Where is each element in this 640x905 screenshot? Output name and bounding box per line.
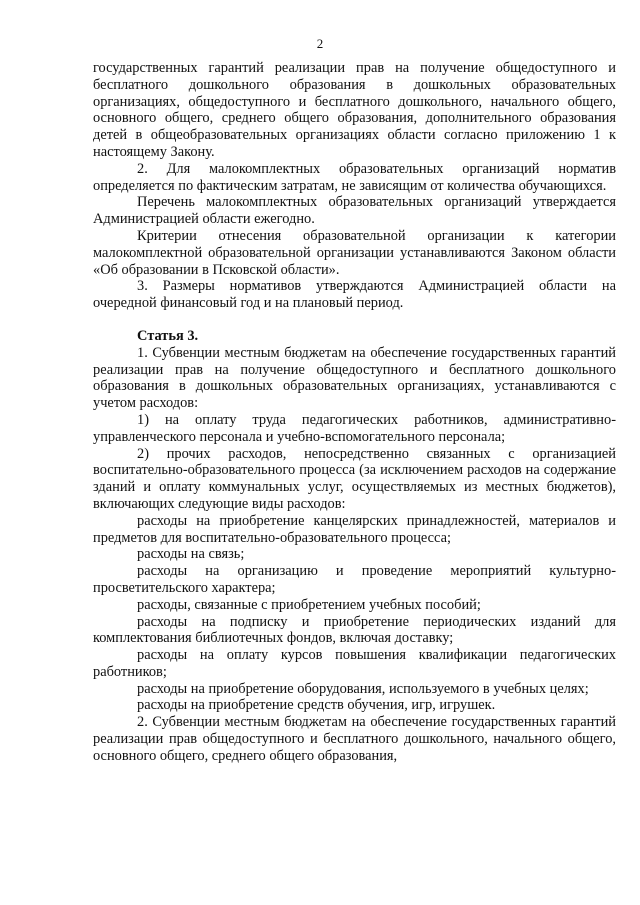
paragraph: 2. Для малокомплектных образовательных организаций норматив определяется по фактическим затратам, не зависящим от количества обучающихся. xyxy=(93,160,616,194)
paragraph: государственных гарантий реализации прав на получение общедоступного и бесплатного дошкольного образования в дошкольных образовательных организациях, общедоступного и бесплатного дошкольного, начального общего, основного общего, среднего общего образования, дополнительного образования детей в общеобразовательных организациях области согласно приложению 1 к настоящему Закону. xyxy=(93,60,616,160)
paragraph: 2) прочих расходов, непосредственно связанных с организацией воспитательно-образовательного процесса (за исключением расходов на содержание зданий и оплату коммунальных услуг, осуществляемых из местных бюджетов), включающих следующие виды расходов: xyxy=(93,445,616,512)
list-item: расходы на организацию и проведение мероприятий культурно-просветительского характера; xyxy=(93,563,616,596)
paragraph: 3. Размеры нормативов утверждаются Администрацией области на очередной финансовый год и на плановый период. xyxy=(93,278,616,312)
list-item: расходы на связь; xyxy=(137,546,245,563)
list-item: расходы, связанные с приобретением учебных пособий; xyxy=(137,596,481,613)
document-body xyxy=(93,60,616,765)
page-number: 2 xyxy=(316,36,324,51)
list-item: расходы на приобретение оборудования, используемого в учебных целях; xyxy=(137,680,589,697)
paragraph: 1) на оплату труда педагогических работников, административно-управленческого персонала и учебно-вспомогательного персонала; xyxy=(93,411,616,445)
list-item: расходы на приобретение средств обучения, игр, игрушек. xyxy=(137,697,496,714)
paragraph: 1. Субвенции местным бюджетам на обеспечение государственных гарантий реализации прав на получение общедоступного и бесплатного дошкольного образования в дошкольных образовательных организациях, устанавливаются с учетом расходов: xyxy=(93,344,616,412)
paragraph: Критерии отнесения образовательной организации к категории малокомплектной образовательной организации устанавливаются Законом области «Об образовании в Псковской области». xyxy=(93,227,616,278)
list-item: расходы на оплату курсов повышения квалификации педагогических работников; xyxy=(93,647,616,680)
list-item: расходы на подписку и приобретение периодических изданий для комплектования библиотечных фондов, включая доставку; xyxy=(93,613,616,647)
article-heading: Статья 3. xyxy=(137,327,199,344)
paragraph: 2. Субвенции местным бюджетам на обеспечение государственных гарантий реализации прав общедоступного и бесплатного дошкольного, начального общего, основного общего, среднего общего образования, xyxy=(93,714,616,764)
list-item: расходы на приобретение канцелярских принадлежностей, материалов и предметов для воспитательно-образовательного процесса; xyxy=(93,512,616,546)
paragraph: Перечень малокомплектных образовательных организаций утверждается Администрацией области ежегодно. xyxy=(93,194,616,228)
